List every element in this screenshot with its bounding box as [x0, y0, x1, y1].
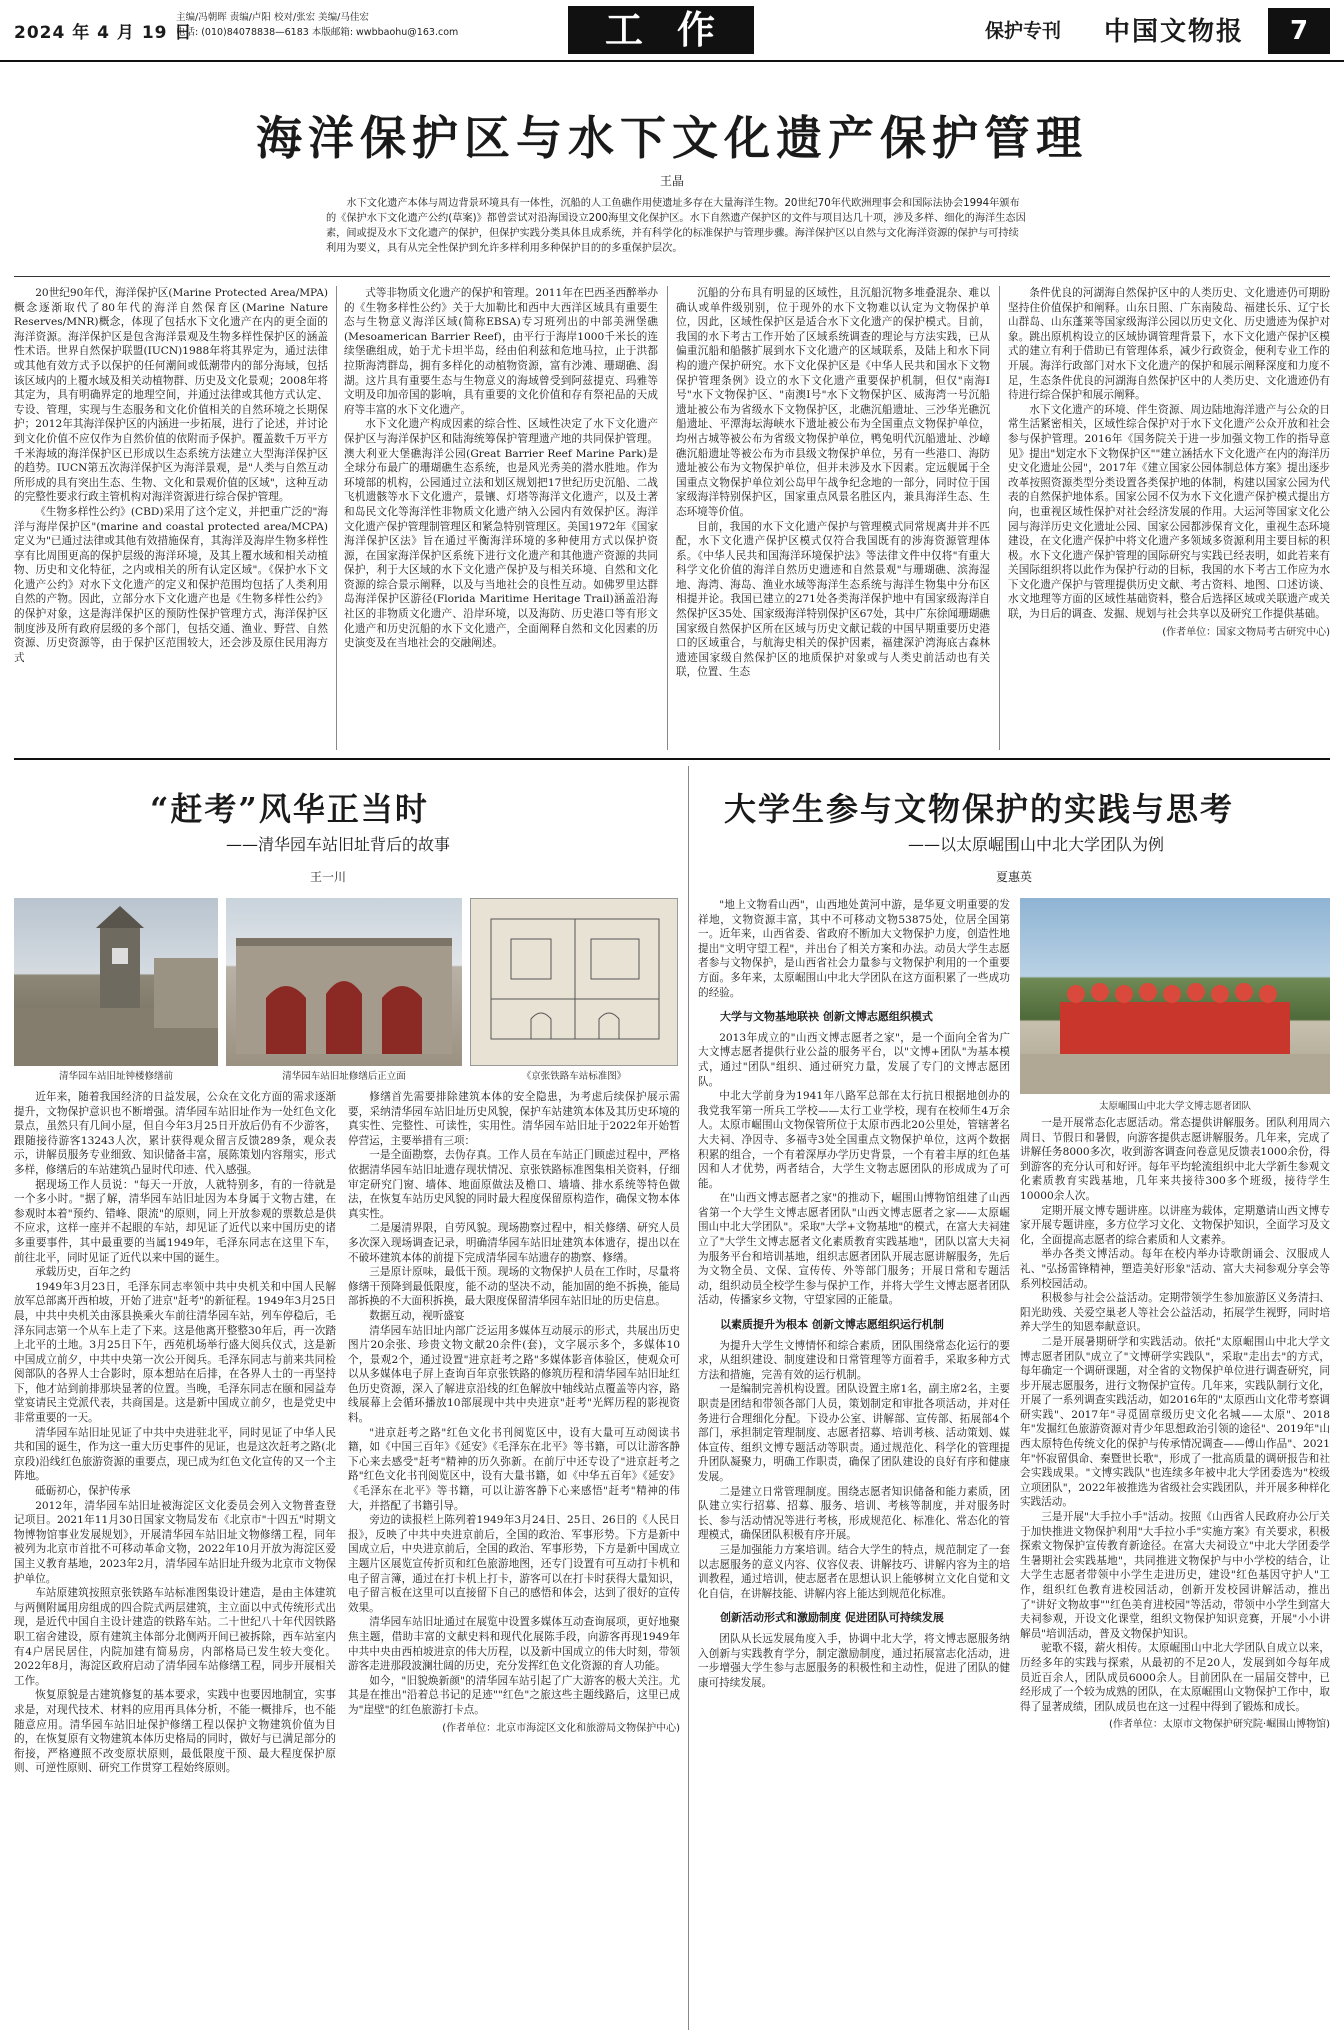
paragraph: 一是全面勘察，去伪存真。工作人员在车站正门顾虑过程中，严格依据清华园车站旧址遗存现状情况、京张铁路标准图集相关资料，仔细审定研究门窗、墙体、地面原做法及檐口、墙墙、排水系统等特色做法，在恢复车站历史风貌的同时最大程度保留原构造作，确保文物本体真实性。: [348, 1149, 680, 1220]
paragraph: "地上文物看山西"，山西地处黄河中游，是华夏文明重要的发祥地，文物资源丰富，其中不可移动文物53875处，位居全国第一。近年来，山西省委、省政府不断加大文物保护力度，创造性地提出"文明守望工程"，并出台了相关方案和办法。动员大学生志愿者参与文物保护，是山西省社会力量参与文物保护利用的一个重要方面。多年来，太原崛围山中北大学团队在这方面积累了一些成功的经验。: [698, 899, 1010, 999]
article-divider: [688, 766, 689, 2030]
column-divider: [667, 286, 668, 750]
section-subheading: 以素质提升为根本 创新文博志愿组织运行机制: [720, 1318, 944, 1332]
editor-credits: [176, 10, 458, 40]
paragraph: 在"山西文博志愿者之家"的推动下，崛围山博物馆组建了山西省第一个大学生文博志愿者团队"山西文博志愿者之家——太原崛围山中北大学团队"。采取"大学+文物基地"的模式，在富大夫祠建立了"大学生文博志愿者文化素质教育实践基地"，团队以富大夫祠为服务平台和培训基地，组织志愿者团队开展志愿讲解服务，先后为文物全员、文保、宣传传、外等部门服务；开展日常和专题活动，组织动员全校学生参与保护工作，并将大学生文博志愿者团队活动，传播家乡文物，守望家园的正能量。: [698, 1192, 1010, 1307]
paragraph: 三是原计原味，最低干预。现场的文物保护人员在工作时，尽量将修缮干预降到最低限度，能不动的坚决不动，能加固的绝不拆换，能局部拆换的不大面积拆换，最大限度保留清华园车站旧址的历史信息。: [348, 1266, 680, 1308]
paragraph: 据现场工作人员说："每天一开放，人就特别多，有的一待就是一个多小时。"据了解，清华园车站旧址因为本身属于文物古建，在参观时本着"预约、错峰、限流"的原则，同上开放参观的票数总是供不应求，这样一座并不起眼的车站，却见证了近代以来中国历史的诸多重要事件，其中最重要的当属1949年，毛泽东同志在这里下车，前往北平，同时见证了近代以来中国的诞生。: [14, 1178, 336, 1264]
paragraph: 数据互动，视听盛宴: [369, 1309, 465, 1322]
photo-volunteer-team: [1020, 898, 1330, 1094]
author-affiliation: (作者单位：国家文物局考古研究中心): [1162, 626, 1330, 638]
column-divider: [999, 286, 1000, 750]
paragraph: 目前，我国的水下文化遗产保护与管理模式同常规离井并不匹配，水下文化遗产保护区模式仅符合我国既有的涉海资源管理体系。《中华人民共和国海洋环境保护法》等法律文件中仅将"有重大科学文化价值的海洋自然历史遗迹和自然景观"与珊瑚礁、滨海湿地、海湾、海岛、渔业水域等海洋生态系统与海洋生物集中分布区相提并论。我国已建立的271处各类海洋保护地中有国家级海洋自然保护区35处、国家级海洋特别保护区67处，其中广东徐闻珊瑚礁国家级自然保护区所在区域与历史文献记载的中国早期重要历史港口的区域重合，与航海史相关的保护因素，福建深沪湾海底古森林遗迹国家级自然保护区的地质保护对象或与人类史前活动也有关联，位置、生态: [676, 520, 990, 679]
article3-title: 大学生参与文物保护的实践与思考: [724, 790, 1235, 828]
credits-editors: 主编/冯朝晖 责编/卢阳 校对/张宏 美编/马佳宏: [176, 12, 369, 23]
paragraph: 恢复原貌是古建筑修复的基本要求，实践中也要因地制宜，实事求是，对现代技术、材料的应用再具体分析，不能一概排斥，也不能随意应用。清华园车站旧址保护修缮工程以保护文物建筑价值为目的，在恢复原有文物建筑本体历史格局的同时，做好与已满足部分的衔接，严格遵照不改变原状原则，最低限度干预、最大程度保护原则、可逆性原则、研究工作贯穿工程始终原则。: [14, 1689, 336, 1775]
paragraph: 承载历史，百年之约: [35, 1266, 131, 1279]
paragraph: "进京赶考之路"红色文化书刊阅览区中，设有大量可互动阅读书籍，如《中国三百年》《延安》《毛泽东在北平》等书籍，可以让游客静下心来去感受"赶考"精神的历久弥新。在前厅中还专设了"进京赶考之路"红色文化书刊阅览区中，设有大量书籍，如《中华五百年》《延安》《毛泽东在北平》等书籍，可以让游客静下心来感悟"赶考"精神的伟大，并搭配了书籍引导。: [348, 1426, 680, 1512]
paragraph: 沉船的分布具有明显的区域性，且沉船沉物多堆叠混杂、难以确认或单件级别别，位于现外的水下文物难以认定为文物保护单位，因此，区域性保护区是适合水下文化遗产的保护模式。目前，我国的水下考古工作开始了区域系统调查的理论与方法实践，已从偏重沉船和船骸扩展到水下文化遗产的区域联系，及陆上和水下同构的遗产保护研究。水下文化保护区是《中华人民共和国水下文物保护管理条例》设立的水下文化遗产重要保护机制，但仅"南海Ⅰ号"水下文物保护区、"南澳Ⅰ号"水下文物保护区、威海湾一号沉船遗址被公布为省级水下文物保护区，北礁沉船遗址、三沙华光礁沉船遗址、平潭海坛海峡水下遗址被公布为全国重点文物保护单位，均州古城等被公布为省级文物保护单位，鸭兔明代沉船遗址、沙嶂礁沉船遗址等被公布为市县级文物保护单位，另有一些港口、海防遗址被公布为文物保护单位，但并未涉及水下因素。定远舰属于全国重点文物保护单位刘公岛甲午战争纪念地的一部分，同时位于国家级海洋特别保护区，国家重点风景名胜区内，兼具海洋生态、生态环境等价值。: [676, 287, 990, 518]
paragraph: 20世纪90年代，海洋保护区(Marine Protected Area/MPA)概念逐渐取代了80年代的海洋自然保育区(Marine Nature Reserves/MNR)概念，体现了包括水下文化遗产在内的更全面的海洋资源。海洋保护区是包含海洋景观及生物多样性保护区的涵盖性术语。世界自然保护联盟(IUCN)1988年将其界定为，通过法律或其他有效方式予以保护的任何潮间或低潮带内的部分海域，包括该区域内的上覆水域及相关动植物群、历史及文化景观；2008年将其定为，具有明确界定的地理空间，并通过法律或其他方式认定、专设、管理，实现与生态服务和文化价值相关的自然环境之长期保护；2012年其海洋保护区的内涵进一步拓展，进行了论述，并讨论到文化价值不应仅作为自然价值的依附而予保护。覆盖数千万平方千米海域的海洋保护区已形成以生态系统方法建立大型海洋保护区的趋势。IUCN第五次海洋保护区为海洋景观，是"人类与自然互动所形成的具有突出生态、生物、文化和景观价值的区域"，这种互动的完整性要求行政主管机构对海洋资源进行综合保护管理。: [14, 287, 328, 504]
paragraph: 砥砺初心，保护传承: [35, 1485, 131, 1498]
paragraph: 清华园车站旧址见证了中共中央进驻北平，同时见证了中华人民共和国的诞生，作为这一重大历史事件的见证，也是这次赶考之路(北京段)沿线红色旅游资源的重要点，现已成为红色文化宣传的又一个主阵地。: [14, 1426, 336, 1483]
article3-subtitle: ——以太原崛围山中北大学团队为例: [908, 835, 1165, 854]
paragraph: 近年来，随着我国经济的日益发展，公众在文化方面的需求逐渐提升，文物保护意识也不断增强。清华园车站旧址作为一处红色文化景点，虽然只有几间小屋，但自今年3月25日开放后仍有不少游客，跟随接待游客13243人次，累计获得观众留言反馈289条，观众表示，讲解员服务专业细致、知识储备丰富，展陈策划内容翔实，形式多样，修缮后的车站建筑凸显时代印迹、代入感强。: [14, 1091, 336, 1176]
paragraph: 中北大学前身为1941年八路军总部在太行抗日根据地创办的我党我军第一所兵工学校——太行工业学校，现有在校师生4万余人。太原市崛围山文物保管所位于太原市西北20公里处，管辖著名大夫祠、净因寺、多福寺3处全国重点文物保护单位，这两个数据积累的组合，一个有着深厚办学历史背景，一个有着丰厚的红色基因和人才优势，两者结合，大学生文物志愿团队的形成成为了可能。: [698, 1090, 1010, 1190]
paragraph: 1949年3月23日，毛泽东同志率领中共中央机关和中国人民解放军总部离开西柏坡，开始了进京"赶考"的新征程。1949年3月25日晨，中共中央机关由涿县换乘火车前往清华园车站，列车停稳后，毛泽东同志第一个从车上走了下来。这是他离开整整30年后，再一次踏上北平的土地。3月25日下午，西苑机场举行盛大阅兵仪式，这是新中国成立前夕，中共中央第一次公开阅兵。毛泽东同志与前来共同检阅部队的各界人士合影时，原本想站在后排，在各界人士的一再坚持下，他才站到前排那块显著的位置。当晚，毛泽东同志在颐和园益寿堂宴请民主党派代表，共商国是。这是新中国成立前夕，也是党史中非常重要的一天。: [14, 1280, 336, 1425]
section-divider: [14, 758, 1330, 760]
article3-column-2: [1020, 1116, 1330, 2030]
article2-title: “赶考”风华正当时: [150, 790, 429, 828]
paragraph: 团队从长远发展角度入手，协调中北大学，将文博志愿服务纳入创新与实践教育学分，制定激励制度，通过拓展富志化活动，进一步增强大学生参与志愿服务的积极性和主动性，促进了团队的健康可持续发展。: [698, 1632, 1010, 1689]
column-name: 保护专刊: [985, 20, 1062, 42]
paragraph: 式等非物质文化遗产的保护和管理。2011年在巴西圣西醉举办的《生物多样性公约》关于大加勒比和西中大西洋区域具有重要生态与生物意义海洋区域(简称EBSA)专习班列出的中部美洲堡礁(Mesoamerican Barrier Reef)，由平行于海岸1000千米长的连续堡礁组成，始于尤卡坦半岛，经由伯利兹和危地马拉，止于洪都拉斯海湾群岛，拥有多样化的动植物资源，富有沙滩、珊瑚礁、潟湖。这片具有重要生态与生物意义的海域曾受到阿兹提克、玛雅等文明及印加帝国的影响，具有重要的文化价值和存有祭祀品的天成府等丰富的水下文化遗产。: [344, 287, 658, 416]
article1-lead-rule: [14, 276, 1330, 277]
article2-column-1: [14, 1090, 336, 2030]
paragraph: 车站原建筑按照京张铁路车站标准图集设计建造，是由主体建筑与两侧附属用房组成的四合院式两层建筑，主立面以中式传统形式出现，是近代中国自主设计建造的铁路车站。二十世纪八十年代因铁路职工宿舍建设，原有建筑主体部分北侧两开间已被拆除，西车站室内有4户居民居住，内院加建有简易房，内部格局已发生较大变化。2022年8月，海淀区政府启动了清华园车站修缮工程，同步开展相关工作。: [14, 1587, 336, 1687]
credits-contact: 电话: (010)84078838—6183 本版邮箱: wwbbaohu@163.com: [176, 27, 459, 38]
article2-subtitle: ——清华园车站旧址背后的故事: [226, 835, 451, 854]
paragraph: 修缮首先需要排除建筑本体的安全隐患，为考虑后续保护展示需要，采纳清华园车站旧址历史风貌，保护车站建筑本体及其历史环境的真实性、完整性、可读性，实用性。清华园车站旧址于2022年开始暂停营运，主要举措有三项：: [348, 1091, 680, 1147]
paragraph: 水下文化遗产构成因素的综合性、区域性决定了水下文化遗产保护区与海洋保护区和陆海统筹保护管理遗产地的共同保护管理。澳大利亚大堡礁海洋公园(Great Barrier Reef Marine Park)是全球分布最广的珊瑚礁生态系统，也是风光秀美的潜水胜地。作为环境部的机构，公园通过立法和划区规划把17世纪历史沉船、二战飞机遗骸等水下文化遗产，景镶、灯塔等海洋文化遗产，以及土著和岛民文化等海洋性非物质文化遗产纳入公园内有效保护区。海洋文化遗产保护管理制管理区和紧急特别管理区。美国1972年《国家海洋保护区法》旨在通过平衡海洋环境的多种使用方式以保护资源，在国家海洋保护区系统下进行文化遗产和其他遗产资源的共同保护，利于大区域的水下文化遗产保护及与相关环境、自然和文化资源的综合景示阐释，以及与当地社会的良性互动。如佛罗里达群岛海洋保护区游径(Florida Maritime Heritage Trail)涵盖沿海社区的非物质文化遗产、沿岸环境，以及海防、历史港口等有形文化遗产和历史沉船的水下文化遗产，全面阐释自然和文化因素的历史演变及在当地社会的交融阐述。: [344, 418, 658, 650]
paragraph: 举办各类文博活动。每年在校内举办诗歌朗诵会、汉服成人礼、"弘扬雷锋精神，塑造美好形象"活动、富大夫祠参观分享会等系列校园活动。: [1020, 1248, 1330, 1290]
paragraph: 一是开展常态化志愿活动。常态提供讲解服务。团队利用周六周日、节假日和暑假，向游客提供志愿讲解服务。几年来，完成了讲解任务8000多次，收到游客调查问卷意见反馈表1000余份，得到游客的充分认可和好评。每年平均轮流组织中北大学新生参观文化素质教育实践基地，几年来共接待300多个班级，接待学生10000余人次。: [1020, 1117, 1330, 1202]
article1-column-2: [344, 286, 658, 750]
photo-caption: 太原崛围山中北大学文博志愿者团队: [1098, 1101, 1251, 1112]
section-subheading: 创新活动形式和激励制度 促进团队可持续发展: [720, 1611, 944, 1625]
article3-author: 夏惠英: [996, 870, 1033, 884]
paragraph: 二是屡清界限，自劳风貌。现场勘察过程中，相关修缮、研究人员多次深入现场调查记录，明确清华园车站旧址建筑本体遗存，提出以在不破坏建筑本体的前提下完成清华园车站遗存的勘察、修缮。: [348, 1222, 680, 1264]
article1-column-4: [1008, 286, 1330, 750]
paragraph: 为提升大学生文博情怀和综合素质，团队围绕常态化运行的要求，从组织建设、制度建设和日常管理等方面着手，采取多种方式方法和措施，完善有效的运行机制。: [698, 1339, 1010, 1381]
paragraph: 条件优良的河湖海自然保护区中的人类历史、文化遗迹仍可期盼坚持住价值保护和阐释。山东日照、广东南陵岛、福建长乐、辽宁长山群岛、山东蓬莱等国家级海洋公园以历史文化、历史遗迹为保护对象。跳出原机构设立的区域协调管理背景下，水下文化遗产保护区模式的建立有利于借助已有管理体系，减少行政资金，便利专业工作的开展。海洋行政部门对水下文化遗产的保护和展示阐释深度和力度不足，生态条件优良的河湖海自然保护区中的人类历史、文化遗迹仍有待进行综合保护和展示阐释。: [1008, 287, 1330, 402]
author-affiliation: (作者单位：北京市海淀区文化和旅游局文物保护中心): [442, 1722, 680, 1734]
section-label: 工作: [568, 6, 754, 54]
paragraph: 旁边的读报栏上陈列着1949年3月24日、25日、26日的《人民日报》，反映了中共中央进京前后，全国的政治、军事形势。下方是新中国成立后，中央进京前后，全国的政治、军事形势，下方是新中国成立主题片区展览宣传折页和红色旅游地图，还专门设置有可互动打卡机和电子留言簿，通过在打卡机上打卡，游客可以在打卡时获得大量知识，电子留言板在这里可以直接留下自己的感悟和体会，达到了很好的宣传效果。: [348, 1514, 680, 1614]
paragraph: 如今，"旧貌焕新颜"的清华园车站引起了广大游客的极大关注。尤其是在推出"沿着总书记的足迹""红色"之旅这些主题线路后，这里已成为"崖壁"的红色旅游打卡点。: [348, 1674, 680, 1716]
page-number: 7: [1268, 8, 1330, 54]
paragraph: 《生物多样性公约》(CBD)采用了这个定义，并把重广泛的"海洋与海岸保护区"(marine and coastal protected area/MCPA)定义为"已通过法律或其他有效措施保育，其海洋及海岸生物多样性享有比周围更高的保护层级的海洋环境，及其上覆水域和相关动植物、历史和文化特征，之内或相关的所有认定区域"。《保护水下文化遗产公约》对水下文化遗产的定义和保护范围均包括了人类利用自然的产物。因此，立部分水下文化遗产也是《生物多样性公约》的保护对象，这是海洋保护区的预防性保护管理方式，海洋保护区制度涉及所有政府层级的多个部门，包括交通、渔业、野营、自然资源、历史资源等，由于保护区范围较大，还会涉及原住民用海方式: [14, 505, 328, 664]
article1-title: 海洋保护区与水下文化遗产保护管理: [256, 111, 1088, 165]
article2-column-2: [348, 1090, 680, 2030]
article3-column-1: [698, 898, 1010, 2030]
issue-date: 2024 年 4 月 19 日: [14, 23, 193, 43]
paragraph: 清华园车站旧址内部广泛运用多媒体互动展示的形式，共展出历史图片20余张、珍贵文物文献20余件(套)，文字展示多个，多媒体10个，景观2个，通过设置"进京赶考之路"多媒体影音体验区，使观众可以从多媒体电子屏上查询百年京张铁路的修筑历程和清华园车站旧址红色历史资源，深入了解进京沿线的红色解放中轴线站点覆盖等内容，路线展幕上会循环播放10部展现中共中央进京"赶考"光辉历程的影视资料。: [348, 1324, 680, 1425]
section-subheading: 大学与文物基地联袂 创新文博志愿组织模式: [720, 1010, 933, 1024]
paragraph: 二是开展暑期研学和实践活动。依托"太原崛围山中北大学文博志愿者团队"成立了"文博研学实践队"，采取"走出去"的方式，每年确定一个调研课题，对全省的文物保护单位进行调查研究，同步开展志愿服务，进行文物保护宣传。几年来，实践队制行文化，开展了一系列调查实践活动，如2016年的"太原西山文化带考察调研实践"、2017年"寻觅固章级历史文化名城——太原"、2018年"发掘红色旅游资源对青少年思想政治引领的途径"、2019年"山西太原特色传统文化的保护与传承情况调查——傅山作品"、2021年"怀寂留俱命、秦暨世长歌"，形成了一批高质量的调研报告和社会实践成果。"文博实践队"也连续多年被中北大学团委选为"校级立项团队"，2022年被推选为省级社会实践团队，并开展多种样化实践活动。: [1020, 1335, 1330, 1509]
paragraph: 二是建立日常管理制度。围绕志愿者知识储备和能力素质，团队建立实行招募、招募、服务、培训、考核等制度，并对服务时长、参与活动情况等进行考核，形成规范化、标准化、常态化的管理模式，确保团队积极有序开展。: [698, 1485, 1010, 1542]
article1-lead: 水下文化遗产本体与周边背景环境具有一体性，沉船的人工鱼礁作用使遗址多存在大量海洋生物。20世纪70年代欧洲理事会和国际法协会1994年颁布的《保护水下文化遗产公约(草案)》都曾尝试对沿海国设立200海里文化保护区。水下自然遗产保护区的文件与项目达几十项，涉及多样、细化的海洋生态因素，间或提及水下文化遗产的保护，但保护实践分类具体且成系统，并有科学化的标准保护与管理步骤。海洋保护区以自然与文化海洋资源的保护与可持续利用为要义，具有从完全性保护到允许多样利用多种保护目的的多重保护层次。: [326, 198, 1026, 254]
column-divider: [336, 286, 337, 750]
paragraph: 三是开展"大手拉小手"活动。按照《山西省人民政府办公厅关于加快推进文物保护利用"大手拉小手"实施方案》有关要求，积极探索文物保护宣传教育新途径。在富大夫祠设立"中北大学团委学生暑期社会实践基地"，共同推进文物保护与中小学校的结合，让大学生志愿者带领中小学生走进历史，建设"红色基因守护人"工作，组织红色教育进校园活动，创新开发校园讲解活动，推出了"讲好文物故事""红色美育进校园"等活动，带领中小学生到富大夫祠参观，开设文化课堂，组织文物保护知识竞赛，开展"小小讲解员"培训活动，普及文物保护知识。: [1020, 1511, 1330, 1640]
paragraph: 积极参与社会公益活动。定期带领学生参加旅游区义务清扫、阳光助残、关爱空巢老人等社会公益活动，拓展学生视野，同时培养大学生的知恩奉献意识。: [1020, 1292, 1330, 1334]
photo-caption: 清华园车站旧址钟楼修缮前: [58, 1071, 173, 1082]
article1-column-1: [14, 286, 328, 750]
paragraph: 三是加强能力方案培训。结合大学生的特点，规范制定了一套以志愿服务的意义内容、仪容仪表、讲解技巧、讲解内容为主的培训教程，通过培训，使志愿者在思想认识上能够树立文化自觉和文化自信，在讲解技能、讲解内容上能达到规范化标准。: [698, 1543, 1010, 1600]
newspaper-logo: 中国文物报: [1104, 17, 1245, 47]
photo-caption: 《京张铁路车站标准图》: [521, 1071, 627, 1082]
paragraph: 2013年成立的"山西文博志愿者之家"，是一个面向全省为广大文博志愿者提供行业公益的服务平台，以"文博+团队"为基本模式，通过"团队"组织、通过研究力量，发展了专门的文博志愿团队。: [698, 1031, 1010, 1088]
article1-column-3: [676, 286, 990, 750]
photo-caption: 清华园车站旧址修缮后正立面: [282, 1071, 406, 1082]
paragraph: 驼歌不辍，薪火相传。太原崛围山中北大学团队自成立以来，历经多年的实践与探索，从最初的不足20人，发展到如今每年成员近百余人，团队成员6000余人。目前团队在一届届交替中，已经形成了一个较为成熟的团队，在太原崛围山文物保护工作中，取得了显著成绩，团队成员也在这一过程中得到了锻炼和成长。: [1020, 1642, 1330, 1713]
paragraph: 清华园车站旧址通过在展览中设置多媒体互动查询展项，更好地聚焦主题，借助丰富的文献史料和现代化展陈手段，向游客再现1949年中共中央由西柏坡进京的伟大历程，以及新中国成立的伟大时刻，带领游客走进那段波澜壮阔的历史，充分发挥红色文化资源的育人功能。: [348, 1616, 680, 1673]
article1-author: 王晶: [659, 174, 684, 188]
photo-station-tower-before: [14, 898, 218, 1066]
paragraph: 水下文化遗产的环境、伴生资源、周边陆地海洋遗产与公众的日常生活紧密相关，区域性综合保护对于水下文化遗产公众开放和社会参与保护管理。2016年《国务院关于进一步加强文物工作的指导意见》提出"划定水下文物保护区""建立涵括水下文化遗产在内的海洋历史文化遗址公园"，2017年《建立国家公园体制总体方案》提出逐步改革按照资源类型分类设置各类保护地的体制，构建以国家公园为代表的自然保护地体系。国家公园不仅为水下文化遗产保护模式提出方向，也重视区域性保护对社会经济发展的作用。大运河等国家文化公园与海洋历史文化遗址公园、国家公园都涉保育文化，重视生态环境建设，在文化遗产保护中将文化遗产多领域多资源利用主要目标的积极。水下文化遗产保护管理的国际研究与实践已经表明，如此若来有关国际组织将以此作为保护行动的目标，我国的水下考古工作应为水下文化遗产保护与管理提供历史文献、考古资料、地图、口述访谈、水文地理等方面的区域性基础资料，整合后选择区域或关联遗产或关联，为日后的调查、发掘、规划与社会共享以及研究工作提供基础。: [1008, 403, 1330, 621]
masthead: [0, 0, 1344, 62]
photo-station-standard-drawing: [470, 898, 678, 1066]
author-affiliation: (作者单位：太原市文物保护研究院·崛围山博物馆): [1109, 1719, 1330, 1731]
article2-author: 王一川: [310, 870, 347, 884]
photo-station-front-after: [226, 898, 462, 1066]
paragraph: 2012年，清华园车站旧址被海淀区文化委员会列入文物普查登记项目。2021年11月30日国家文物局发布《北京市"十四五"时期文物博物馆事业发展规划》，开展清华园车站旧址文物修缮工程，同年被列为北京市首批不可移动革命文物，2022年10月开放为海淀区爱国主义教育基地，2023年2月，清华园车站旧址升级为北京市文物保护单位。: [14, 1499, 336, 1585]
paragraph: 一是编制完善机构设置。团队设置主席1名，副主席2名，主要职责是团结和带领各部门人员，策划制定和审批各项活动，并对任务进行合理细化分配。下设办公室、讲解部、宣传部、拓展部4个部门，承担制定管理制度、志愿者招募、培训考核、活动策划、媒体宣传、组织文博专题活动等职责。通过规范化、科学化的管理提升团队凝聚力，明确工作职责，确保了团队建设的良好有序和健康发展。: [698, 1383, 1010, 1483]
paragraph: 定期开展文博专题讲座。以讲座为载体，定期邀请山西文博专家开展专题讲座，多方位学习文化、文物保护知识，全面学习及文化，全面提高志愿者的综合素质和人文素养。: [1020, 1204, 1330, 1246]
